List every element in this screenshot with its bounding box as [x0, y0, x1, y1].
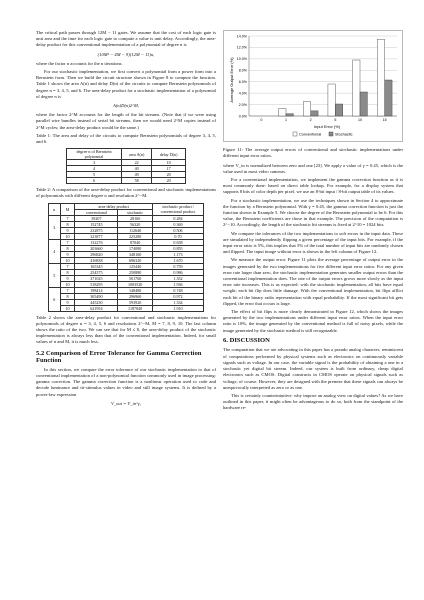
table-caption: Table 2: A comparison of the area-delay product for conventional and stochastic implementations of polynomials with different degree n and resolution 2^−M.	[36, 187, 216, 199]
table-cell: 8	[60, 269, 75, 275]
paragraph: For a conventional implementation, we implement the gamma correction function as it is most commonly done: based on direct table lookup. For example, for a display system that supports 8 bits of color depth per pixel, we use an 8-bit input / 8-bit output table of its values.	[223, 177, 403, 195]
table-cell: 296960	[118, 293, 153, 299]
bar-conventional-10	[353, 60, 360, 116]
x-tick-label: 1	[285, 118, 287, 122]
table-cell: 4	[67, 166, 122, 172]
table-cell: 125440	[118, 263, 153, 269]
y-tick-label: 6.0%	[238, 80, 247, 85]
table-cell: 0.506	[153, 227, 204, 233]
table-cell: 6	[67, 178, 122, 184]
table-cell: 8	[60, 221, 75, 227]
table-cell: 10	[60, 305, 75, 311]
table-cell: 8	[60, 293, 75, 299]
bar-stochastic-5	[335, 104, 342, 116]
y-tick-label: 10.0%	[236, 57, 247, 62]
table-cell: 198414	[75, 287, 118, 293]
figure-caption: Figure 11: The average output errors of conventional and stochastic implementations under different input error ratios.	[223, 147, 403, 159]
bar-stochastic-2	[311, 111, 318, 116]
table-cell: 174080	[118, 245, 153, 251]
table-header: stochastic	[118, 209, 153, 215]
table-cell: 132276	[75, 239, 118, 245]
table-cell: 39207	[75, 215, 118, 221]
table-cell: 20	[152, 178, 186, 184]
table-cell: 112640	[118, 227, 153, 233]
table-cell: 0.658	[153, 239, 204, 245]
paragraph: where V_in is normalized between zero and one [23]. We apply a value of γ = 0.45, which is the value used in most video cameras.	[223, 162, 403, 174]
table-header: n	[49, 203, 61, 215]
table-cell: 8	[60, 245, 75, 251]
bar-stochastic-15	[385, 80, 392, 116]
table-cell: 1.352	[153, 275, 204, 281]
table-header: M	[60, 203, 75, 215]
table-row	[49, 305, 204, 311]
y-tick-label: 12.0%	[236, 45, 247, 50]
table-header: area A(n)	[122, 149, 152, 160]
bar-stochastic-10	[360, 92, 367, 116]
table-cell: 9	[60, 299, 75, 305]
table-cell: 1003520	[118, 281, 153, 287]
equation: A(n)D(n)2^M,	[112, 103, 140, 109]
table-cell: 7	[60, 215, 75, 221]
table-cell: 56320	[118, 221, 153, 227]
legend-swatch	[293, 132, 297, 136]
table-row	[67, 178, 186, 184]
x-tick-label: 2	[309, 118, 312, 122]
table-cell: 7	[60, 239, 75, 245]
table-2-body	[49, 215, 204, 311]
x-tick-label: 10	[358, 118, 362, 122]
table-cell: 1.936	[153, 281, 204, 287]
table-cell: 1.173	[153, 251, 204, 257]
paragraph: The computation that we are advocating in this paper has a pseudo analog character, reminiscent of computations performed by physical systems such as electronics on continuously variable signals such as voltage. In our case, the variable signal is the probability of obtaining a one in a stochastic yet digital bit stream. Indeed, our system is built from ordinary, cheap digital electronics such as CMOS. Digital constructs in CMOS operate on physical signals such as voltage, of course. However, they are designed with the premise that these signals can always be unequivocally interpreted as zero or as one.	[223, 347, 403, 390]
table-cell: 28160	[118, 215, 153, 221]
table-cell: 7	[60, 287, 75, 293]
table-cell: 0.284	[153, 215, 204, 221]
section-heading: 5.2 Comparison of Error Tolerance for Gamma Correction Function	[36, 349, 202, 365]
table-cell: 0.986	[153, 269, 204, 275]
paragraph: where the factor n accounts for the n iterations.	[36, 60, 123, 66]
table-cell: 348160	[118, 251, 153, 257]
bar-stochastic-1	[286, 114, 293, 116]
table-header: area-delay product	[75, 203, 153, 209]
paragraph: The effect of bit flips is more clearly demonstrated in Figure 12, which shows the images generated by the two implementations under different input error ratios. When the input error ratio is 10%, the image generated by the conventional method is full of noisy pixels, while the image generated by the stochastic method is still recognizable.	[223, 309, 403, 333]
table-cell: 152745	[75, 221, 118, 227]
equation: (10M² − 4M − 9)(12M − 11)n,	[97, 51, 155, 57]
table-cell: 0.972	[153, 293, 204, 299]
table-cell: 323877	[75, 233, 118, 239]
y-axis-label: Average Output Error (%)	[229, 57, 234, 103]
bar-conventional-15	[377, 39, 384, 116]
table-cell: 10	[60, 233, 75, 239]
paragraph: We compare the tolerances of the two implementations to soft errors in the input data. These are simulated by independently flipping a given percentage of the input bits. For example, if the input error ratio is 5%, this implies that 5% of the total number of input bits are randomly chosen and flipped. The input image without error is shown in the left column of Figure 12.	[223, 230, 403, 255]
left-column	[36, 30, 216, 410]
table-cell: 3	[49, 215, 61, 239]
table-cell: 296820	[75, 251, 118, 257]
right-column	[223, 30, 403, 414]
table-cell: 20	[152, 172, 186, 178]
table-cell: 232875	[75, 227, 118, 233]
table-cell: 1.670	[153, 257, 204, 263]
legend-label: Stochastic	[335, 132, 353, 137]
table-cell: 40	[122, 166, 152, 172]
table-cell: 305490	[75, 293, 118, 299]
y-tick-label: 0.0%	[238, 114, 247, 119]
bar-conventional-2	[303, 102, 310, 116]
table-cell: 0.748	[153, 287, 204, 293]
x-tick-label: 15	[382, 118, 387, 122]
y-tick-label: 2.0%	[238, 102, 247, 107]
table-cell: 203660	[75, 245, 118, 251]
table-header: conventional	[75, 209, 118, 215]
table-cell: 254575	[75, 269, 118, 275]
y-tick-label: 14.0%	[236, 34, 247, 39]
equation: V_out = V_in^γ,	[111, 400, 141, 406]
table-cell: 696320	[118, 257, 153, 263]
paragraph: This is certainly counterintuitive: why impose an analog view on digital values? As we have outlined in this paper, it might often be advantageous to do so, both from the standpoint of the hardware re-	[223, 392, 403, 411]
table-cell: 416838	[75, 257, 118, 263]
paragraph: In this section, we compare the error tolerance of our stochastic implementation to that of conventional implementation of a non-polynomial function commonly used in image processing: gamma correction. The gamma correction function is a nonlinear operation used to code and decode luminance and tri-stimulus values in video and still image systems. It is defined by a power-law expression	[36, 366, 216, 397]
paragraph: The critical path passes through 12M − 11 gates. We assume that the cost of each logic gate is unit area and the time for each logic gate to compute a value is unit delay. Accordingly, the area-delay product for this conventional implementation of a polynomial of degree n is	[36, 30, 216, 48]
table-cell: 3	[67, 160, 122, 166]
table-cell: 225280	[118, 233, 153, 239]
table-header: delay D(n)	[152, 149, 186, 160]
table-caption: Table 1: The area and delay of the circuits to compute Bernstein polynomials of degree 3, 4, 5, and 6.	[36, 132, 216, 145]
legend-swatch	[329, 132, 333, 136]
table-header: degree n of Bernstein polynomial	[67, 149, 122, 160]
paragraph: Table 2 shows the area-delay product for conventional and stochastic implementations for polynomials of degree n = 3, 4, 5, 6 and resolutions 2^−M, M = 7, 8, 9, 10. The last column shows the ratio of the two. We can see that for M ≤ 8, the area-delay product of the stochastic implementation is always less than that of the conventional implementation. Indeed, for small values of n and M, it is much less.	[36, 314, 216, 345]
table-cell: 49	[122, 172, 152, 178]
table-cell: 1187840	[118, 305, 153, 311]
table-cell: 9	[60, 227, 75, 233]
figure-11-chart	[223, 30, 403, 142]
table-2	[48, 203, 204, 312]
table-cell: 445230	[75, 299, 118, 305]
paragraph: For a stochastic implementation, we use the techniques shown in Section 4 to approximate the function by a Bernstein polynomial. With γ = 0.45, the gamma correction function is just the function shown in Example 5. We choose the degree of the Bernstein polynomial to be 6. For this value, the Bernstein coefficients are those in that example. The precision of the computation is 2^−10. Accordingly, the length of the stochastic bit streams is fixed at 2^10 = 1024 bits.	[223, 197, 403, 228]
table-cell: 4	[49, 239, 61, 263]
table-cell: 593920	[118, 299, 153, 305]
table-cell: 58	[122, 178, 152, 184]
table-cell: 250880	[118, 269, 153, 275]
table-cell: 165345	[75, 263, 118, 269]
bar-conventional-5	[328, 84, 335, 116]
legend-label: Conventional	[299, 132, 322, 137]
table-header: stochastic product / conventional product	[153, 203, 204, 215]
table-cell: 5	[67, 172, 122, 178]
table-cell: 22	[122, 160, 152, 166]
table-cell: 0.855	[153, 245, 204, 251]
paragraph: where the factor 2^M accounts for the length of the bit streams. (Note that if we were using parallel wire bundles instead of serial bit streams, then we would need 2^M copies instead of 2^M cycles; the area-delay product would be the same.)	[36, 112, 216, 130]
table-cell: 10	[60, 257, 75, 263]
paragraph: We measure the output error. Figure 11 plots the average percentage of output error in the images generated by the two implementations for five different input error ratios. For any given error rate larger than zero, the stochastic implementation generates smaller output errors than the conventional implementation does. The rate of the output errors grows more slowly as the input error rate increases. This is as expected: with the stochastic implementation, all bits have equal weight; each bit flip does little damage. With the conventional implementation, bit flips afflict each bit of the binary radix representation with equal probability. If the most significant bit gets flipped, the error that occurs is large.	[223, 257, 403, 306]
y-tick-label: 4.0%	[238, 91, 247, 96]
table-cell: 621954	[75, 305, 118, 311]
table-cell: 9	[60, 251, 75, 257]
table-cell: 1.334	[153, 299, 204, 305]
table-cell: 0.369	[153, 221, 204, 227]
section-heading: 6. DISCUSSION	[223, 336, 270, 344]
bar-conventional-1	[279, 109, 286, 116]
table-cell: 148480	[118, 287, 153, 293]
table-cell: 5	[49, 263, 61, 287]
paragraph: For our stochastic implementation, we first convert a polynomial from a power form into a Bernstein form. Then we build the circuit structure shown in Figure 8 to compute the function. Table 1 shows the area A(n) and delay D(n) of the circuits to compute Bernstein polynomials of degree n = 3, 4, 5, and 6. The area-delay product for a stochastic implementation of a polynomial of degree n is	[36, 69, 216, 99]
table-cell: 7	[60, 263, 75, 269]
table-cell: 0.70	[153, 233, 204, 239]
table-cell: 0.759	[153, 263, 204, 269]
table-cell: 1.910	[153, 305, 204, 311]
x-tick-label: 5	[334, 118, 337, 122]
table-cell: 371025	[75, 275, 118, 281]
table-cell: 501760	[118, 275, 153, 281]
table-cell: 10	[60, 281, 75, 287]
table-1	[66, 148, 186, 184]
table-cell: 6	[49, 287, 61, 311]
x-tick-label: 0	[260, 118, 263, 122]
table-cell: 17	[152, 166, 186, 172]
table-cell: 10	[152, 160, 186, 166]
table-cell: 9	[60, 275, 75, 281]
y-tick-label: 8.0%	[238, 68, 247, 73]
table-cell: 87040	[118, 239, 153, 245]
table-cell: 518295	[75, 281, 118, 287]
x-axis-label: Input Error (%)	[313, 124, 341, 129]
